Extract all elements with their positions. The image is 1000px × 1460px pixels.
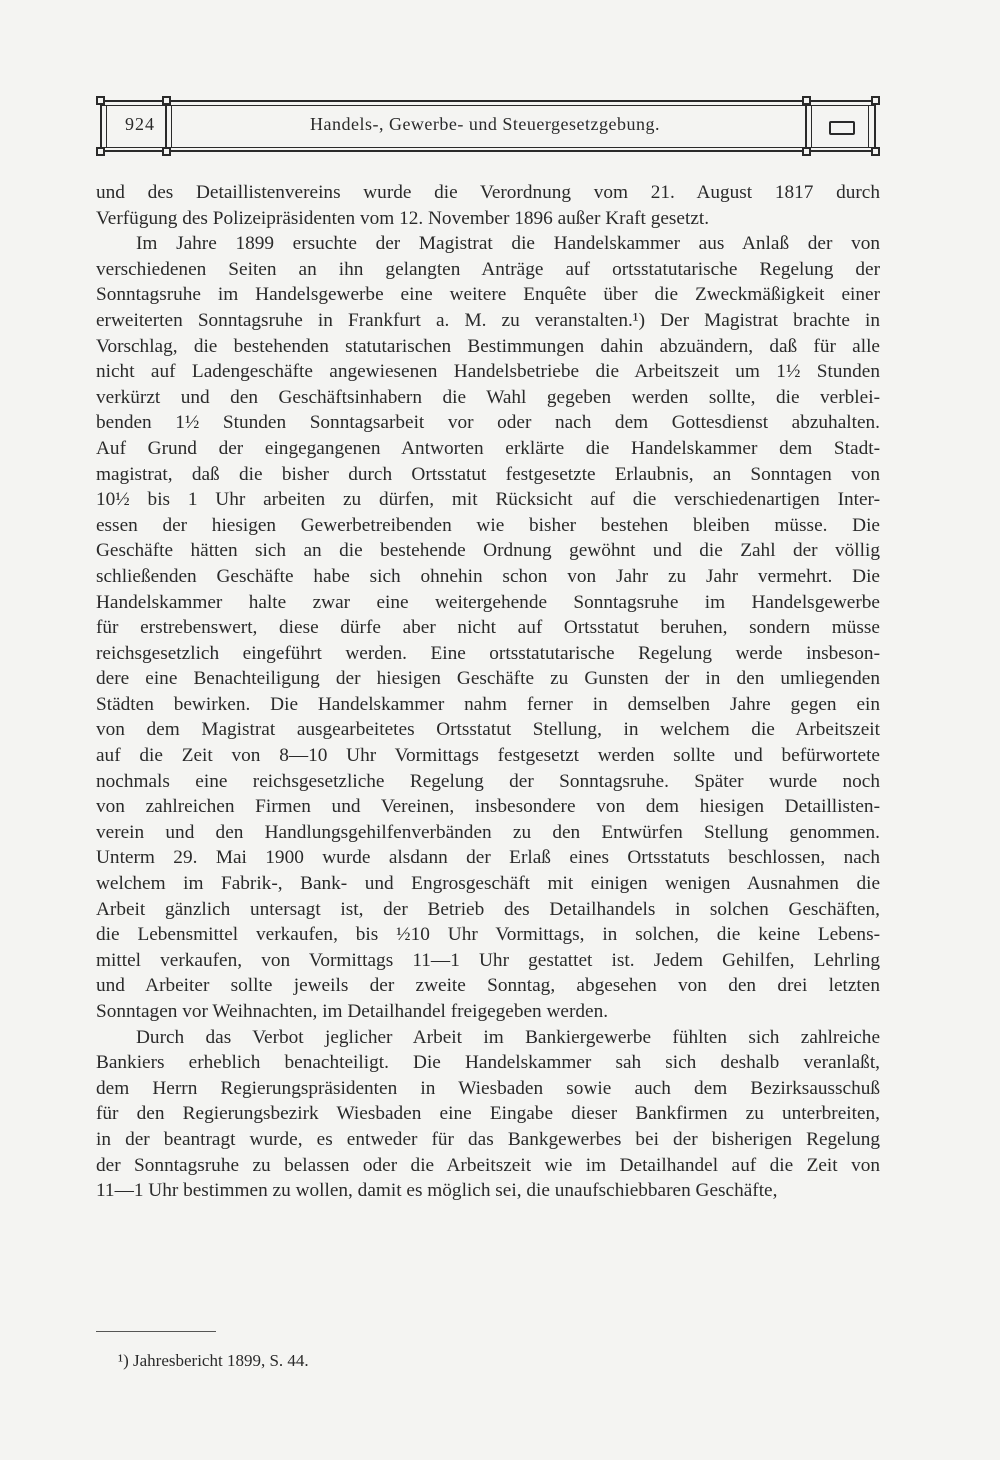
corner-square	[162, 147, 171, 156]
header-rule-bottom-inner	[100, 147, 876, 148]
text-line: dem Herrn Regierungspräsidenten in Wiesbaden sowie auch dem Bezirksausschuß	[96, 1077, 880, 1099]
text-line: Städten bewirken. Die Handelskammer nahm ferner in demselben Jahre gegen ein	[96, 693, 880, 715]
header-rule-left-inner	[106, 106, 107, 147]
corner-square	[802, 147, 811, 156]
text-line: dere eine Benachteiligung der hiesigen Geschäfte zu Gunsten der in den umliegenden	[96, 668, 880, 690]
text-line: für erstrebenswert, diese dürfe aber nicht auf Ortsstatut beruhen, sondern müsse	[96, 617, 880, 639]
header-rule-divider-right	[805, 100, 807, 152]
text-line: 10½ bis 1 Uhr arbeiten zu dürfen, mit Rücksicht auf die verschiedenartigen Inter-	[96, 489, 880, 511]
text-line: Handelskammer halte zwar eine weitergehende Sonntagsruhe im Handelsgewerbe	[96, 591, 880, 613]
text-line: in der beantragt wurde, es entweder für das Bankgewerbes bei der bisherigen Regelung	[96, 1128, 880, 1150]
text-line: erweiterten Sonntagsruhe in Frankfurt a. M. zu veranstalten.¹) Der Magistrat brachte in	[96, 309, 880, 331]
header-rule-right-inner	[868, 106, 869, 147]
header-rule-divider-left-inner	[171, 106, 172, 147]
text-line: magistrat, daß die bisher durch Ortsstatut festgesetzte Erlaubnis, an Sonntagen von	[96, 463, 880, 485]
header-rule-bottom	[100, 150, 876, 152]
text-line: Sonntagsruhe im Handelsgewerbe eine weitere Enquête über die Zweckmäßigkeit einer	[96, 284, 880, 306]
corner-square	[96, 147, 105, 156]
corner-square	[871, 147, 880, 156]
text-line: und des Detaillistenvereins wurde die Verordnung vom 21. August 1817 durch	[96, 182, 880, 203]
running-title: Handels-, Gewerbe- und Steuergesetzgebung.	[309, 114, 661, 134]
paragraph	[96, 231, 880, 1024]
header-rule-right	[874, 100, 876, 152]
header-rule-left	[100, 100, 102, 152]
text-line: von dem Magistrat ausgearbeitetes Ortsstatut Stellung, in welchem die Arbeitszeit	[96, 719, 880, 741]
body-text	[96, 180, 880, 1204]
text-line: Bankiers erheblich benachteiligt. Die Handelskammer sah sich deshalb veranlaßt,	[96, 1052, 880, 1074]
text-line: reichsgesetzlich eingeführt werden. Eine ortsstatutarische Regelung werde insbeson-	[96, 642, 880, 664]
paragraph	[96, 180, 880, 231]
text-line: nochmals eine reichsgesetzliche Regelung der Sonntagsruhe. Später wurde noch	[96, 770, 880, 792]
footnote-separator	[96, 1331, 216, 1332]
text-line: Arbeit gänzlich untersagt ist, der Betrieb des Detailhandels in solchen Geschäften,	[96, 898, 880, 920]
corner-square	[871, 96, 880, 105]
text-line: benden 1½ Stunden Sonntagsarbeit vor oder nach dem Gottesdienst abzuhalten.	[96, 412, 880, 434]
text-line: welchem im Fabrik-, Bank- und Engrosgeschäft mit einigen wenigen Ausnahmen die	[96, 873, 880, 895]
text-line: von zahlreichen Firmen und Vereinen, insbesondere von dem hiesigen Detaillisten-	[96, 796, 880, 818]
text-line: Vorschlag, die bestehenden statutarischen Bestimmungen dahin abzuändern, daß für alle	[96, 335, 880, 357]
text-line: auf die Zeit von 8—10 Uhr Vormittags festgesetzt werden sollte und befürwortete	[96, 745, 880, 767]
text-line: nicht auf Ladengeschäfte angewiesenen Handelsbetriebe die Arbeitszeit um 1½ Stunden	[96, 361, 880, 383]
text-line: essen der hiesigen Gewerbetreibenden wie bisher bestehen bleiben müsse. Die	[96, 514, 880, 536]
text-line: schließenden Geschäfte habe sich ohnehin schon von Jahr zu Jahr vermehrt. Die	[96, 565, 880, 587]
paragraph	[96, 1025, 880, 1204]
text-line: und Arbeiter sollte jeweils der zweite Sonntag, abgesehen von den drei letzten	[96, 975, 880, 997]
header-rule-top	[100, 100, 876, 102]
text-line: Unterm 29. Mai 1900 wurde alsdann der Erlaß eines Ortsstatuts beschlossen, nach	[96, 847, 880, 869]
text-line: der Sonntagsruhe zu belassen oder die Arbeitszeit wie im Detailhandel auf die Zeit von	[96, 1154, 880, 1176]
corner-square	[162, 96, 171, 105]
header-rule-top-inner	[100, 105, 876, 106]
header-rule-divider-right-inner	[811, 106, 812, 147]
text-line: für den Regierungsbezirk Wiesbaden eine Eingabe dieser Bankfirmen zu unterbreiten,	[96, 1103, 880, 1125]
text-line: 11—1 Uhr bestimmen zu wollen, damit es möglich sei, die unaufschiebbaren Geschäfte,	[96, 1180, 778, 1202]
text-line: mittel verkaufen, von Vormittags 11—1 Uhr gestattet ist. Jedem Gehilfen, Lehrling	[96, 949, 880, 971]
text-line: Geschäfte hätten sich an die bestehende Ordnung gewöhnt und die Zahl der völlig	[96, 540, 880, 562]
corner-square	[802, 96, 811, 105]
text-line: die Lebensmittel verkaufen, bis ½10 Uhr Vormittags, in solchen, die keine Lebens-	[96, 924, 880, 946]
text-line: verschiedenen Seiten an ihn gelangten Anträge auf ortsstatutarische Regelung der	[96, 258, 880, 280]
corner-square	[96, 96, 105, 105]
text-line: Im Jahre 1899 ersuchte der Magistrat die Handelskammer aus Anlaß der von	[136, 233, 880, 255]
text-line: verein und den Handlungsgehilfenverbänden zu den Entwürfen Stellung genommen.	[96, 821, 880, 843]
text-line: verkürzt und den Geschäftsinhabern die Wahl gegeben werden sollte, die verblei-	[96, 386, 880, 408]
footnote: ¹) Jahresbericht 1899, S. 44.	[118, 1351, 309, 1370]
page-header	[96, 96, 880, 156]
ornament-rectangle-icon	[829, 121, 855, 135]
text-line: Verfügung des Polizeipräsidenten vom 12. November 1896 außer Kraft gesetzt.	[96, 207, 710, 229]
text-line: Auf Grund der eingegangenen Antworten erklärte die Handelskammer dem Stadt-	[96, 437, 880, 459]
text-line: Durch das Verbot jeglicher Arbeit im Bankiergewerbe fühlten sich zahlreiche	[136, 1026, 880, 1048]
text-line: Sonntagen vor Weihnachten, im Detailhandel freigegeben werden.	[96, 1001, 609, 1022]
page-number: 924	[125, 114, 155, 134]
